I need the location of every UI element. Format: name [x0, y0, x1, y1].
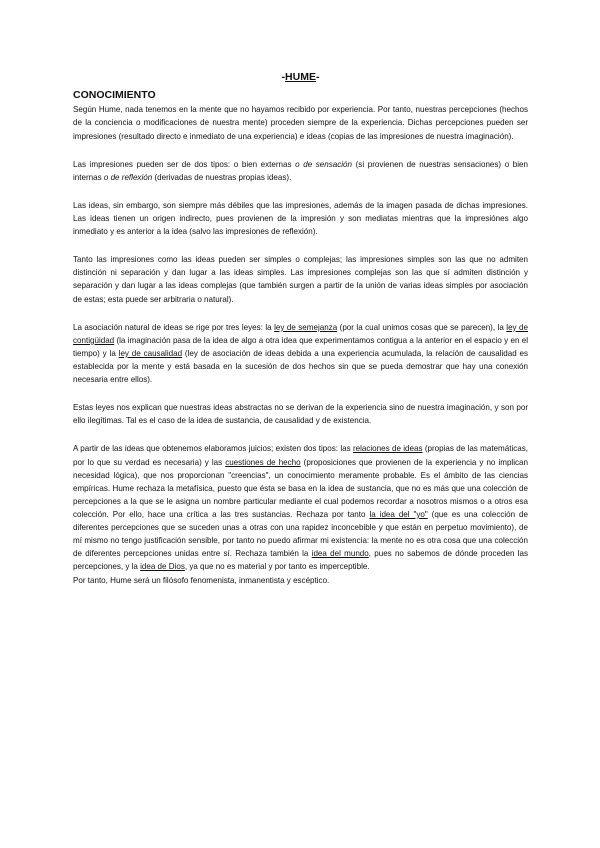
p2-italic-reflexion: o de reflexión: [103, 172, 153, 182]
p5-text-e: (la imaginación pasa de la idea de algo a otra idea que experimentamos contigua a la anterior en el espacio y en el tiempo) y la: [73, 335, 528, 358]
p7-term-idea-dios: idea de Dios: [140, 562, 185, 572]
p5-term-contiguidad: ley de contigüidad: [73, 322, 528, 345]
p7-text-e: (proposiciones que provienen de la experiencia y no implican necesidad lógica), que nos proporcionan "creencias", un conocimiento meramente probable. Es el ámbito de las ciencias empíricas. Hume rechaza la metafísica, puesto que ésta se basa en la idea de sustancia, que no es más que una colección de percepciones a la que se le asigna un nombre particular mediante el cual podemos recordar a nosotros mismos o a otros esa colección. Por ello, hace una crítica a las tres sustancias. Rechaza por tanto: [73, 457, 528, 519]
title-suffix: -: [315, 71, 320, 83]
paragraph-1: Según Hume, nada tenemos en la mente que no hayamos recibido por experiencia. Por tanto, nuestras percepciones (hechos de la conciencia o modificaciones de nuestra mente) proceden siempre de la experiencia. Dichas percepciones pueden ser impresiones (resultado directo e inmediato de una experiencia) e ideas (copias de las impresiones de nuestra imaginación).: [73, 105, 528, 141]
paragraph-7: [73, 442, 528, 573]
paragraph-3: Las ideas, sin embargo, son siempre más débiles que las impresiones, además de la imagen pasada de dichas impresiones. Las ideas tienen un origen indirecto, pues provienen de la impresión y son mediatas mientras que la impresiónes algo inmediato y es anterior a la idea (salvo las impresiones de reflexión).: [73, 200, 528, 237]
paragraph-5: [73, 321, 528, 387]
p7-term-idea-yo: la idea del "yo": [369, 509, 428, 519]
p7-text-k: , ya que no es material y por tanto es imperceptible.: [184, 562, 370, 572]
p2-text-e: (derivadas de nuestras propias ideas).: [152, 172, 292, 182]
p5-term-causalidad: ley de causalidad: [118, 348, 183, 358]
p7-term-cuestiones-hecho: cuestiones de hecho: [225, 457, 301, 467]
p2-italic-sensacion: o de sensación: [295, 159, 353, 169]
title-main: HUME: [285, 71, 316, 83]
p7-text-g: (que es una colección de diferentes percepciones que se suceden unas a otras con una rapidez inconcebible y que están en perpetuo movimiento), de mí mismo no tengo justificación sensible, por tanto no puedo afirmar mi existencia: la mente no es otra cosa que una colección de diferentes percepciones unidas entre sí. Rechaza también la: [73, 509, 529, 559]
p7-text-i: , pues no sabemos de dónde proceden las percepciones, y la: [73, 549, 529, 572]
paragraph-4: Tanto las impresiones como las ideas pueden ser simples o complejas; las impresiones simples son las que no admiten distinción ni separación y dan lugar a las ideas simples. Las impresiones complejas son las que sí admiten distinción y separación y dan lugar a las ideas complejas (que también surgen a partir de la unión de varias ideas simples por asociación de estas; esta puede ser arbitraria o natural).: [73, 255, 528, 304]
p2-text-a: Las impresiones pueden ser de dos tipos: o bien externas: [73, 159, 296, 169]
p7-text-a: A partir de las ideas que obtenemos elaboramos juicios; existen dos tipos: las: [73, 444, 353, 454]
p5-term-semejanza: ley de semejanza: [274, 322, 338, 332]
p5-text-g: (ley de asociación de ideas debida a una experiencia acumulada, la relación de causalidad es establecida por la mente y está basada en la sucesión de dos hechos sin que se pueda demostrar que hay una conexión necesaria entre ellos).: [73, 348, 529, 385]
p7-text-c: (propias de las matemáticas, por lo que su verdad es necesaria) y las: [73, 444, 528, 467]
title-prefix: -: [281, 71, 286, 83]
p5-text-a: La asociación natural de ideas se rige por tres leyes: la: [73, 322, 275, 332]
paragraph-6: Estas leyes nos explican que nuestras ideas abstractas no se derivan de la experiencia sino de nuestra imaginación, y son por ello ilegítimas. Tal es el caso de la idea de sustancia, de causalidad y de existencia.: [73, 403, 528, 426]
section-heading-conocimiento: CONOCIMIENTO: [73, 88, 156, 101]
paragraph-8: Por tanto, Hume será un filósofo fenomenista, inmanentista y escéptico.: [73, 575, 330, 585]
p7-term-idea-mundo: idea del mundo: [311, 549, 369, 559]
document-title: [73, 70, 528, 85]
p7-term-relaciones-ideas: relaciones de ideas: [352, 444, 423, 454]
paragraph-2: [73, 158, 528, 184]
document-content: [73, 70, 528, 587]
p2-text-c: (si provienen de nuestras sensaciones) o bien internas: [73, 159, 528, 182]
p5-text-c: (por la cual unimos cosas que se parecen), la: [337, 322, 507, 332]
